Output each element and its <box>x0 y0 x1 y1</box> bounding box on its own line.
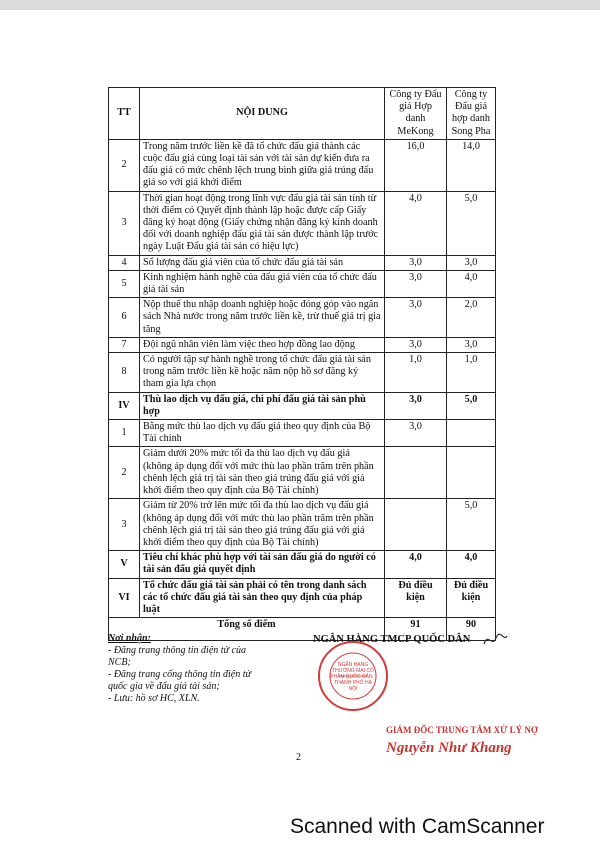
row-content: Đội ngũ nhân viên làm việc theo hợp đồng lao động <box>140 337 385 352</box>
row-songpha-score: 3,0 <box>447 337 496 352</box>
row-mekong-score: 3,0 <box>385 255 447 270</box>
row-mekong-score: 3,0 <box>385 420 447 447</box>
table-row <box>109 353 496 393</box>
table-row <box>109 499 496 551</box>
table-header-row <box>109 88 496 140</box>
row-songpha-score: 5,0 <box>447 499 496 551</box>
table-row <box>109 420 496 447</box>
row-mekong-score: 4,0 <box>385 191 447 255</box>
row-tt: 2 <box>109 139 140 191</box>
row-tt: IV <box>109 392 140 419</box>
row-tt: 3 <box>109 499 140 551</box>
row-content: Tiêu chí khác phù hợp với tài sản đấu giá do người có tài sản đấu giá quyết định <box>140 551 385 578</box>
row-tt: 7 <box>109 337 140 352</box>
row-mekong-score: 1,0 <box>385 353 447 393</box>
camscanner-watermark: Scanned with CamScanner <box>290 815 545 838</box>
recipient-item: - Đăng trang cổng thông tin điện tử quốc gia về đấu giá tài sản; <box>108 669 251 692</box>
header-tt: TT <box>109 88 140 140</box>
row-content: Kinh nghiệm hành nghề của đấu giá viên của tổ chức đấu giá tài sản <box>140 270 385 297</box>
page-number: 2 <box>296 752 301 763</box>
total-mekong: 91 <box>385 618 447 641</box>
row-content: Bằng mức thù lao dịch vụ đấu giá theo quy định của Bộ Tài chính <box>140 420 385 447</box>
table-row <box>109 447 496 499</box>
signer-name: Nguyễn Như Khang <box>386 740 512 756</box>
signature-mark <box>480 630 510 650</box>
row-mekong-score: 16,0 <box>385 139 447 191</box>
row-tt: 6 <box>109 298 140 338</box>
row-mekong-score: Đủ điều kiện <box>385 578 447 618</box>
row-tt: VI <box>109 578 140 618</box>
row-mekong-score: 3,0 <box>385 270 447 297</box>
row-tt: 5 <box>109 270 140 297</box>
header-songpha: Công ty Đấu giá hợp danh Song Pha <box>447 88 496 140</box>
row-tt: V <box>109 551 140 578</box>
row-tt: 1 <box>109 420 140 447</box>
header-mekong: Công ty Đấu giá Hợp danh MeKong <box>385 88 447 140</box>
total-label: Tổng số điểm <box>109 618 385 641</box>
row-mekong-score: 3,0 <box>385 298 447 338</box>
row-tt: 4 <box>109 255 140 270</box>
row-tt: 3 <box>109 191 140 255</box>
recipient-item: - Đăng trang thông tin điện tử của NCB; <box>108 645 246 668</box>
row-mekong-score: 3,0 <box>385 337 447 352</box>
table-row <box>109 191 496 255</box>
scoring-table <box>108 87 496 641</box>
row-songpha-score: 5,0 <box>447 392 496 419</box>
row-mekong-score: 4,0 <box>385 551 447 578</box>
table-row <box>109 578 496 618</box>
recipient-item: - Lưu: hồ sơ HC, XLN. <box>108 693 200 704</box>
row-mekong-score <box>385 499 447 551</box>
row-content: Trong năm trước liền kề đã tổ chức đấu giá thành các cuộc đấu giá cùng loại tài sản với tài sản dự kiến đưa ra đấu giá có mức chênh lệch trung bình giữa giá trúng đấu giá so với giá khởi điểm <box>140 139 385 191</box>
signer-position: GIÁM ĐỐC TRUNG TÂM XỬ LÝ NỢ <box>386 725 538 735</box>
row-songpha-score <box>447 447 496 499</box>
table-row <box>109 551 496 578</box>
table-row <box>109 255 496 270</box>
recipients-title: Nơi nhận: <box>108 633 151 644</box>
row-songpha-score: 4,0 <box>447 270 496 297</box>
row-songpha-score: 3,0 <box>447 255 496 270</box>
table-row <box>109 337 496 352</box>
row-content: Thời gian hoạt động trong lĩnh vực đấu giá tài sản tính từ thời điểm có Quyết định thành lập hoặc được cấp Giấy đăng ký hoạt động (Giấy chứng nhận đăng ký kinh doanh đối với doanh nghiệp đấu giá tài sản được thành lập trước ngày Luật Đấu giá tài sản có hiệu lực) <box>140 191 385 255</box>
signature-org: NGÂN HÀNG TMCP QUỐC DÂN <box>313 634 471 645</box>
row-content: Thù lao dịch vụ đấu giá, chi phí đấu giá tài sản phù hợp <box>140 392 385 419</box>
row-content: Giảm dưới 20% mức tối đa thù lao dịch vụ đấu giá (không áp dụng đối với mức thù lao phần trăm trên phần chênh lệch giá trị tài sản theo giá trúng đấu giá với giá khởi điểm theo quy định của Bộ Tài chính) <box>140 447 385 499</box>
table-row <box>109 270 496 297</box>
row-songpha-score: 14,0 <box>447 139 496 191</box>
row-tt: 2 <box>109 447 140 499</box>
row-songpha-score <box>447 420 496 447</box>
row-mekong-score <box>385 447 447 499</box>
row-content: Tổ chức đấu giá tài sản phải có tên trong danh sách các tổ chức đấu giá tài sản theo quy định của pháp luật <box>140 578 385 618</box>
header-content: NỘI DUNG <box>140 88 385 140</box>
stamp-text: NGÂN HÀNG THƯƠNG MẠI CỔ PHẦN QUỐC DÂN · THÀNH PHỐ HÀ NỘI <box>330 662 376 692</box>
scan-top-edge <box>0 0 600 10</box>
row-content: Số lượng đấu giá viên của tổ chức đấu giá tài sản <box>140 255 385 270</box>
table-row <box>109 298 496 338</box>
row-tt: 8 <box>109 353 140 393</box>
table-row <box>109 392 496 419</box>
table-row <box>109 139 496 191</box>
row-content: Giảm từ 20% trở lên mức tối đa thù lao dịch vụ đấu giá (không áp dụng đối với mức thù lao phần trăm trên phần chênh lệch giá trị tài sản theo giá trúng đấu giá với giá khởi điểm theo quy định của Bộ Tài chính) <box>140 499 385 551</box>
row-songpha-score: 5,0 <box>447 191 496 255</box>
row-songpha-score: 4,0 <box>447 551 496 578</box>
recipients-block <box>108 633 258 705</box>
row-mekong-score: 3,0 <box>385 392 447 419</box>
row-songpha-score: Đủ điều kiện <box>447 578 496 618</box>
row-content: Nộp thuế thu nhập doanh nghiệp hoặc đóng góp vào ngân sách Nhà nước trong năm trước liền kề, trừ thuế giá trị gia tăng <box>140 298 385 338</box>
row-songpha-score: 1,0 <box>447 353 496 393</box>
total-songpha: 90 <box>447 618 496 641</box>
row-songpha-score: 2,0 <box>447 298 496 338</box>
row-content: Có người tập sự hành nghề trong tổ chức đấu giá tài sản trong năm trước liền kề hoặc năm nộp hồ sơ đăng ký tham gia lựa chọn <box>140 353 385 393</box>
